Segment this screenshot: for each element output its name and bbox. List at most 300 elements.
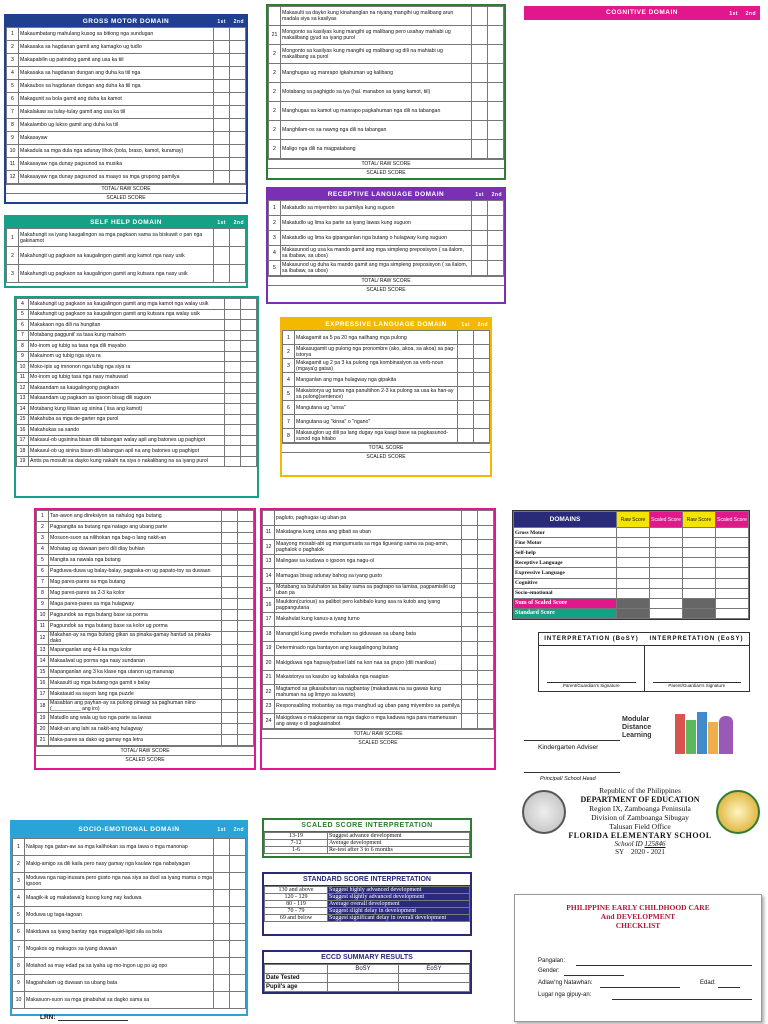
checklist-row — [17, 446, 257, 457]
score-cell-1st[interactable] — [214, 890, 230, 907]
score-cell-2nd[interactable] — [478, 583, 494, 598]
summary-col-header: Raw Score — [683, 512, 716, 528]
item-text: Moduwa nga nag-inusara pero gusto nga naa siya sa duol sa iyang mama o mga igsoon — [25, 873, 214, 890]
score-cell-1st[interactable] — [462, 554, 478, 569]
score-cell-1st[interactable] — [472, 26, 488, 45]
gender-field[interactable] — [564, 975, 624, 976]
score-cell-2nd[interactable] — [488, 201, 504, 216]
summary-score-cell[interactable] — [683, 608, 716, 618]
score-cell-2nd[interactable] — [478, 525, 494, 540]
score-cell-1st[interactable] — [214, 975, 230, 992]
score-cell-2nd[interactable] — [238, 621, 254, 632]
score-cell-2nd[interactable] — [488, 121, 504, 140]
score-cell-1st[interactable] — [225, 320, 241, 331]
score-cell-2nd[interactable] — [488, 246, 504, 261]
score-cell-2nd[interactable] — [478, 569, 494, 584]
score-cell-2nd[interactable] — [230, 106, 246, 119]
summary-score-cell[interactable] — [683, 568, 716, 578]
score-cell-2nd[interactable] — [488, 216, 504, 231]
summary-score-cell[interactable] — [683, 588, 716, 598]
score-cell-1st[interactable] — [222, 656, 238, 667]
checklist-row — [269, 45, 504, 64]
score-cell-2nd[interactable] — [230, 171, 246, 184]
score-cell-1st[interactable] — [225, 393, 241, 404]
item-text: Makalambo ug lukso gamit ang duha ka tiil — [19, 119, 214, 132]
name-field[interactable] — [576, 965, 752, 966]
score-cell-2nd[interactable] — [238, 588, 254, 599]
score-cell-1st[interactable] — [462, 583, 478, 598]
score-cell-2nd[interactable] — [230, 93, 246, 106]
summary-score-cell[interactable] — [617, 588, 650, 598]
score-cell-1st[interactable] — [214, 873, 230, 890]
score-cell-2nd[interactable] — [478, 511, 494, 526]
score-cell-2nd[interactable] — [478, 685, 494, 700]
score-cell-1st[interactable] — [222, 713, 238, 724]
score-cell-1st[interactable] — [472, 102, 488, 121]
score-cell-1st[interactable] — [462, 670, 478, 685]
checklist-row — [17, 456, 257, 467]
item-number: 4 — [269, 246, 281, 261]
score-cell-1st[interactable] — [472, 201, 488, 216]
score-cell-2nd[interactable] — [241, 320, 257, 331]
score-cell-2nd[interactable] — [241, 393, 257, 404]
score-cell-1st[interactable] — [472, 83, 488, 102]
summary-score-cell[interactable] — [617, 528, 650, 538]
score-cell-1st[interactable] — [462, 641, 478, 656]
score-cell-1st[interactable] — [225, 435, 241, 446]
score-cell-2nd[interactable] — [474, 345, 490, 359]
score-cell-2nd[interactable] — [230, 80, 246, 93]
score-cell-2nd[interactable] — [241, 446, 257, 457]
col-2nd: 2nd — [233, 220, 244, 226]
score-cell-1st[interactable] — [214, 247, 230, 265]
score-cell-2nd[interactable] — [474, 331, 490, 345]
score-cell-1st[interactable] — [214, 41, 230, 54]
summary-score-cell[interactable] — [716, 568, 749, 578]
score-cell-1st[interactable] — [472, 246, 488, 261]
item-number: 15 — [17, 414, 29, 425]
score-cell-1st[interactable] — [472, 231, 488, 246]
score-cell-1st[interactable] — [214, 67, 230, 80]
score-cell-1st[interactable] — [462, 525, 478, 540]
score-cell-1st[interactable] — [462, 569, 478, 584]
score-cell-2nd[interactable] — [241, 299, 257, 310]
score-cell-2nd[interactable] — [488, 140, 504, 159]
score-cell-1st[interactable] — [214, 941, 230, 958]
score-cell-1st[interactable] — [472, 45, 488, 64]
summary-score-cell[interactable] — [617, 578, 650, 588]
score-cell-2nd[interactable] — [474, 359, 490, 373]
score-cell-1st[interactable] — [458, 331, 474, 345]
score-cell-1st[interactable] — [225, 309, 241, 320]
score-cell-1st[interactable] — [462, 714, 478, 729]
item-number: 12 — [7, 171, 19, 184]
score-cell-1st[interactable] — [214, 924, 230, 941]
score-cell-1st[interactable] — [222, 577, 238, 588]
score-cell-2nd[interactable] — [230, 975, 246, 992]
checklist-row — [283, 345, 490, 359]
score-cell-1st[interactable] — [472, 140, 488, 159]
gross-motor-title: GROSS MOTOR DOMAIN — [82, 18, 170, 25]
score-cell-1st[interactable] — [225, 383, 241, 394]
score-cell-2nd[interactable] — [238, 735, 254, 746]
score-cell-1st[interactable] — [222, 511, 238, 522]
checklist-row — [269, 231, 504, 246]
summary-score-cell[interactable] — [716, 528, 749, 538]
score-cell-1st[interactable] — [462, 685, 478, 700]
score-cell-2nd[interactable] — [238, 522, 254, 533]
sig-parent-2: Parent/Guardian's Signature — [653, 682, 742, 688]
score-cell-1st[interactable] — [214, 145, 230, 158]
score-cell-2nd[interactable] — [478, 612, 494, 627]
checklist-row — [37, 724, 254, 735]
score-cell-2nd[interactable] — [230, 924, 246, 941]
summary-score-cell[interactable] — [650, 528, 683, 538]
item-text: Mapanganlan ang 3 ka klase nga utanon ug manunap — [49, 667, 222, 678]
item-text: Pagpundok sa mga butang base sa kolor ug porma — [49, 621, 222, 632]
item-text: Makasulti ug mga butang nga gamit s balay — [49, 678, 222, 689]
score-cell-2nd[interactable] — [230, 856, 246, 873]
expressive-scaled: SCALED SCORE — [282, 452, 490, 461]
score-cell-2nd[interactable] — [478, 554, 494, 569]
checklist-row — [7, 41, 246, 54]
score-cell-1st[interactable] — [458, 415, 474, 429]
cognitive-total: TOTAL/ RAW SCORE — [36, 746, 254, 755]
checklist-row — [283, 415, 490, 429]
score-cell-2nd[interactable] — [474, 429, 490, 443]
summary-score-cell[interactable] — [716, 548, 749, 558]
score-cell-1st[interactable] — [214, 839, 230, 856]
score-cell-2nd[interactable] — [478, 699, 494, 714]
item-number: 12 — [17, 383, 29, 394]
score-cell-1st[interactable] — [214, 992, 230, 1009]
checklist-row — [263, 554, 494, 569]
score-cell-2nd[interactable] — [474, 401, 490, 415]
score-cell-1st[interactable] — [225, 362, 241, 373]
summary-score-cell[interactable] — [650, 558, 683, 568]
score-cell-1st[interactable] — [214, 171, 230, 184]
interp-range: 7-12 — [265, 840, 328, 847]
summary-score-cell[interactable] — [650, 538, 683, 548]
score-cell-1st[interactable] — [214, 958, 230, 975]
school-l1: Republic of the Philippines — [599, 786, 681, 795]
score-cell-1st[interactable] — [225, 456, 241, 467]
score-cell-2nd[interactable] — [238, 533, 254, 544]
checklist-row — [37, 566, 254, 577]
standard-interp-table — [264, 886, 470, 922]
score-cell-1st[interactable] — [458, 387, 474, 401]
score-cell-2nd[interactable] — [230, 992, 246, 1009]
score-cell-1st[interactable] — [225, 414, 241, 425]
score-cell-1st[interactable] — [222, 678, 238, 689]
summary-score-cell[interactable] — [650, 608, 683, 618]
score-cell-1st[interactable] — [472, 64, 488, 83]
score-cell-1st[interactable] — [458, 429, 474, 443]
score-cell-2nd[interactable] — [230, 67, 246, 80]
item-text: Makatauid sa sayon lang nga puzzle — [49, 689, 222, 700]
score-cell-2nd[interactable] — [488, 102, 504, 121]
kindergarten-adviser: Kindergarten Adviser — [538, 744, 599, 751]
interp-range: 120 - 129 — [265, 894, 328, 901]
score-cell-2nd[interactable] — [230, 41, 246, 54]
score-cell-2nd[interactable] — [488, 261, 504, 276]
score-cell-2nd[interactable] — [241, 330, 257, 341]
score-cell-1st[interactable] — [222, 724, 238, 735]
score-cell-1st[interactable] — [225, 341, 241, 352]
item-number: 9 — [37, 599, 49, 610]
item-text: Makahungit ug pagkaon sa kaugalingon gamit ang kutsara nga walay usik — [29, 309, 225, 320]
score-cell-1st[interactable] — [472, 216, 488, 231]
score-cell-1st[interactable] — [222, 599, 238, 610]
score-cell-1st[interactable] — [225, 446, 241, 457]
item-text: Manghilam-os sa nawng nga dili na tabangan — [281, 121, 472, 140]
score-cell-2nd[interactable] — [238, 577, 254, 588]
score-cell-1st[interactable] — [214, 907, 230, 924]
score-cell-2nd[interactable] — [474, 387, 490, 401]
score-cell-1st[interactable] — [222, 588, 238, 599]
item-number: 4 — [283, 373, 295, 387]
score-cell-2nd[interactable] — [474, 415, 490, 429]
score-cell-1st[interactable] — [458, 373, 474, 387]
score-cell-1st[interactable] — [214, 28, 230, 41]
interp-description: Average overall development — [328, 901, 470, 908]
gross-motor-total: TOTAL/ RAW SCORE — [6, 184, 246, 193]
score-cell-1st[interactable] — [222, 566, 238, 577]
score-cell-2nd[interactable] — [238, 645, 254, 656]
score-cell-2nd[interactable] — [230, 145, 246, 158]
score-cell-2nd[interactable] — [238, 656, 254, 667]
item-text: Makaumbatang mahulang kusog sa bitiong nga sundugan — [19, 28, 214, 41]
score-cell-1st[interactable] — [472, 261, 488, 276]
item-text: Mosuon-suon sa nilihokan nga bag-o lang nakit-an — [49, 533, 222, 544]
cognitive-items-panel — [34, 508, 256, 770]
score-cell-2nd[interactable] — [230, 839, 246, 856]
score-cell-2nd[interactable] — [488, 45, 504, 64]
birth-field[interactable] — [600, 987, 680, 988]
score-cell-2nd[interactable] — [230, 229, 246, 247]
score-cell-2nd[interactable] — [241, 414, 257, 425]
item-number: 11 — [37, 621, 49, 632]
summary-score-cell[interactable] — [716, 558, 749, 568]
score-cell-1st[interactable] — [214, 856, 230, 873]
score-cell-1st[interactable] — [214, 119, 230, 132]
item-number: 7 — [7, 106, 19, 119]
score-cell-1st[interactable] — [458, 359, 474, 373]
score-cell-1st[interactable] — [225, 404, 241, 415]
score-cell-2nd[interactable] — [230, 941, 246, 958]
score-cell-2nd[interactable] — [478, 656, 494, 671]
score-cell-2nd[interactable] — [230, 265, 246, 283]
score-cell-2nd[interactable] — [241, 456, 257, 467]
summary-score-cell[interactable] — [716, 608, 749, 618]
score-cell-1st[interactable] — [222, 689, 238, 700]
score-cell-2nd[interactable] — [230, 119, 246, 132]
score-cell-2nd[interactable] — [238, 667, 254, 678]
score-cell-1st[interactable] — [458, 345, 474, 359]
col-2nd: 2nd — [477, 322, 488, 328]
score-cell-1st[interactable] — [225, 372, 241, 383]
score-cell-1st[interactable] — [225, 425, 241, 436]
summary-score-cell[interactable] — [617, 608, 650, 618]
checklist-row — [263, 583, 494, 598]
item-text: Maukiton(curious) sa palibot pero kahibalo kung asa ra kutob ang iyang pagpangutana — [275, 598, 462, 613]
score-cell-1st[interactable] — [214, 265, 230, 283]
score-cell-2nd[interactable] — [488, 7, 504, 26]
score-cell-2nd[interactable] — [478, 540, 494, 555]
score-cell-2nd[interactable] — [230, 247, 246, 265]
summary-domain-row: Receptive Language — [514, 558, 617, 568]
summary-score-cell[interactable] — [650, 568, 683, 578]
score-cell-1st[interactable] — [214, 132, 230, 145]
score-cell-1st[interactable] — [222, 533, 238, 544]
score-cell-2nd[interactable] — [230, 158, 246, 171]
score-cell-2nd[interactable] — [241, 309, 257, 320]
interp-description: Re-test after 3 to 6 months — [328, 847, 470, 854]
summary-score-cell[interactable] — [650, 578, 683, 588]
score-cell-1st[interactable] — [222, 735, 238, 746]
score-cell-1st[interactable] — [462, 656, 478, 671]
score-cell-2nd[interactable] — [478, 627, 494, 642]
score-cell-2nd[interactable] — [488, 231, 504, 246]
item-number: 9 — [17, 351, 29, 362]
summary-score-cell[interactable] — [617, 538, 650, 548]
item-number: 5 — [13, 907, 25, 924]
score-cell-2nd[interactable] — [478, 641, 494, 656]
summary-score-cell[interactable] — [683, 538, 716, 548]
summary-score-cell[interactable] — [617, 548, 650, 558]
summary-score-cell[interactable] — [683, 528, 716, 538]
score-cell-1st[interactable] — [222, 522, 238, 533]
summary-score-cell[interactable] — [683, 548, 716, 558]
score-cell-1st[interactable] — [214, 229, 230, 247]
score-cell-1st[interactable] — [458, 401, 474, 415]
score-cell-1st[interactable] — [222, 610, 238, 621]
score-cell-1st[interactable] — [222, 700, 238, 713]
col-2nd: 2nd — [233, 827, 244, 833]
summary-score-cell[interactable] — [683, 558, 716, 568]
score-cell-2nd[interactable] — [230, 907, 246, 924]
score-cell-1st[interactable] — [225, 299, 241, 310]
age-field[interactable] — [718, 987, 740, 988]
interp-description: Suggest significant delay in overall development — [328, 915, 470, 922]
score-cell-2nd[interactable] — [230, 54, 246, 67]
checklist-row — [263, 612, 494, 627]
score-cell-1st[interactable] — [222, 544, 238, 555]
score-cell-2nd[interactable] — [238, 511, 254, 522]
score-cell-1st[interactable] — [222, 621, 238, 632]
score-cell-2nd[interactable] — [230, 958, 246, 975]
summary-score-cell[interactable] — [683, 578, 716, 588]
score-cell-2nd[interactable] — [241, 372, 257, 383]
summary-score-cell[interactable] — [650, 588, 683, 598]
item-number: 2 — [269, 140, 281, 159]
score-cell-2nd[interactable] — [478, 598, 494, 613]
score-cell-2nd[interactable] — [238, 632, 254, 645]
score-cell-2nd[interactable] — [230, 873, 246, 890]
score-cell-1st[interactable] — [214, 93, 230, 106]
score-cell-2nd[interactable] — [238, 713, 254, 724]
summary-score-cell[interactable] — [617, 568, 650, 578]
score-cell-1st[interactable] — [462, 627, 478, 642]
summary-score-cell[interactable] — [716, 578, 749, 588]
score-cell-1st[interactable] — [462, 511, 478, 526]
summary-score-cell[interactable] — [716, 538, 749, 548]
score-cell-2nd[interactable] — [238, 544, 254, 555]
score-cell-1st[interactable] — [222, 667, 238, 678]
summary-score-cell[interactable] — [650, 598, 683, 608]
score-cell-1st[interactable] — [222, 632, 238, 645]
score-cell-1st[interactable] — [214, 106, 230, 119]
checklist-row — [263, 656, 494, 671]
socio-total: TOTAL/ RAW SCORE — [262, 729, 494, 738]
score-cell-2nd[interactable] — [230, 132, 246, 145]
summary-score-cell[interactable] — [617, 558, 650, 568]
summary-score-cell[interactable] — [716, 588, 749, 598]
summary-score-cell[interactable] — [683, 598, 716, 608]
score-cell-2nd[interactable] — [238, 724, 254, 735]
school-l3: Region IX, Zamboanga Peninsula — [589, 804, 691, 813]
score-cell-1st[interactable] — [214, 80, 230, 93]
score-cell-1st[interactable] — [462, 598, 478, 613]
score-cell-2nd[interactable] — [241, 435, 257, 446]
score-cell-2nd[interactable] — [241, 404, 257, 415]
score-cell-2nd[interactable] — [474, 373, 490, 387]
score-cell-2nd[interactable] — [238, 689, 254, 700]
checklist-row — [37, 645, 254, 656]
score-cell-2nd[interactable] — [488, 64, 504, 83]
score-cell-2nd[interactable] — [238, 566, 254, 577]
score-cell-2nd[interactable] — [241, 341, 257, 352]
score-cell-2nd[interactable] — [488, 26, 504, 45]
score-cell-1st[interactable] — [222, 645, 238, 656]
score-cell-1st[interactable] — [214, 54, 230, 67]
socio-header — [12, 822, 246, 838]
score-cell-2nd[interactable] — [238, 599, 254, 610]
score-cell-1st[interactable] — [214, 158, 230, 171]
summary-score-cell[interactable] — [617, 598, 650, 608]
score-cell-2nd[interactable] — [241, 425, 257, 436]
item-number: 10 — [17, 362, 29, 373]
score-cell-1st[interactable] — [462, 540, 478, 555]
score-cell-1st[interactable] — [222, 555, 238, 566]
score-cell-2nd[interactable] — [238, 678, 254, 689]
score-cell-2nd[interactable] — [238, 700, 254, 713]
score-cell-2nd[interactable] — [238, 555, 254, 566]
checklist-row — [263, 685, 494, 700]
score-cell-2nd[interactable] — [230, 28, 246, 41]
score-cell-2nd[interactable] — [230, 890, 246, 907]
score-cell-2nd[interactable] — [241, 383, 257, 394]
place-field[interactable] — [612, 999, 752, 1000]
score-cell-1st[interactable] — [472, 7, 488, 26]
score-cell-1st[interactable] — [462, 699, 478, 714]
item-number: 3 — [7, 54, 19, 67]
score-cell-2nd[interactable] — [478, 714, 494, 729]
score-cell-2nd[interactable] — [241, 362, 257, 373]
item-number: 4 — [17, 299, 29, 310]
score-cell-2nd[interactable] — [238, 610, 254, 621]
score-cell-2nd[interactable] — [241, 351, 257, 362]
score-cell-2nd[interactable] — [488, 83, 504, 102]
score-cell-2nd[interactable] — [478, 670, 494, 685]
score-cell-1st[interactable] — [225, 330, 241, 341]
score-cell-1st[interactable] — [225, 351, 241, 362]
summary-score-cell[interactable] — [716, 598, 749, 608]
summary-score-cell[interactable] — [650, 548, 683, 558]
score-cell-1st[interactable] — [462, 612, 478, 627]
checklist-row — [263, 540, 494, 555]
score-cell-1st[interactable] — [472, 121, 488, 140]
